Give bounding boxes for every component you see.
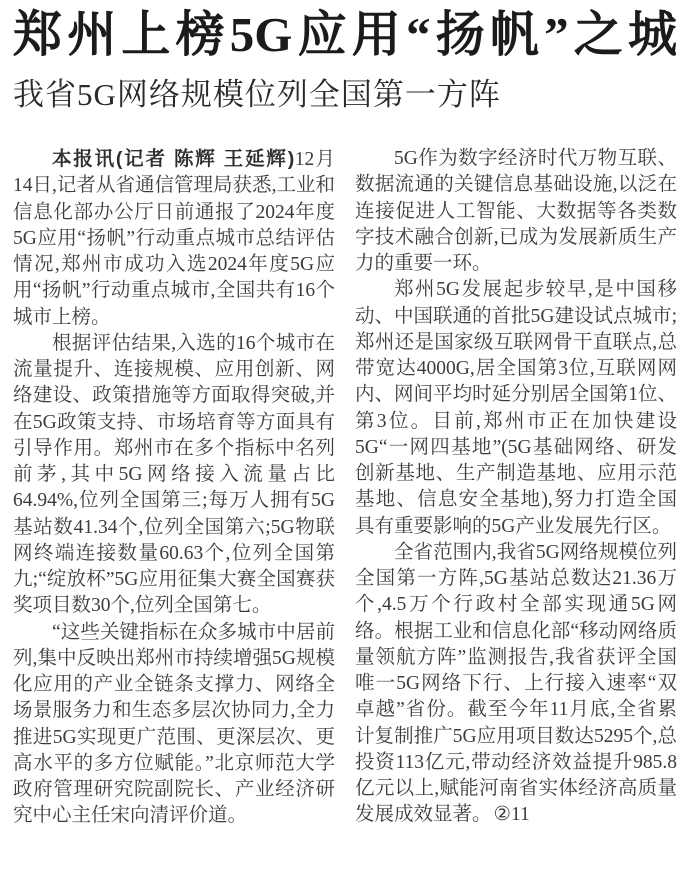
paragraph-6 xyxy=(355,540,677,829)
paragraph-2 xyxy=(13,331,335,620)
subheadline: 我省5G网络规模位列全国第一方阵 xyxy=(13,77,501,112)
paragraph-4 xyxy=(355,146,677,277)
paragraph-4-text: 5G作为数字经济时代万物互联、数据流通的关键信息基础设施,以泛在连接促进人工智能、大数据等各类数字技术融合创新,已成为发展新质生产力的重要一环。 xyxy=(355,148,677,274)
paragraph-3 xyxy=(13,620,335,830)
paragraph-5-text: 郑州5G发展起步较早,是中国移动、中国联通的首批5G建设试点城市;郑州还是国家级互联网骨干直联点,总带宽达4000G,居全国第3位,互联网网内、网间平均时延分别居全国第1位、第3位。目前,郑州市正在加快建设5G“一网四基地”(5G基础网络、研发创新基地、生产制造基地、应用示范基地、信息安全基地),努力打造全国具有重要影响的5G产业发展先行区。 xyxy=(355,279,677,537)
article-body xyxy=(13,146,677,830)
paragraph-3-text: “这些关键指标在众多城市中居前列,集中反映出郑州市持续增强5G规模化应用的产业全链条支撑力、网络全场景服务力和生态多层次协同力,全力推进5G实现更广范围、更深层次、更高水平的多方位赋能。”北京师范大学政府管理研究院副院长、产业经济研究中心主任宋向清评价道。 xyxy=(13,621,335,827)
headline: 郑州上榜5G应用“扬帆”之城 xyxy=(13,7,677,62)
paragraph-6-text: 全省范围内,我省5G网络规模位列全国第一方阵,5G基站总数达21.36万个,4.5万个行政村全部实现通5G网络。根据工业和信息化部“移动网络质量领航方阵”监测报告,我省获评全国唯一5G网络下行、上行接入速率“双卓越”省份。截至今年11月底,全省累计复制推广5G应用项目数达5295个,总投资113亿元,带动经济效益提升985.8亿元以上,赋能河南省实体经济高质量发展成效显著。 xyxy=(355,541,677,826)
paragraph-5 xyxy=(355,277,677,540)
column-right xyxy=(355,146,677,830)
issue-page-mark: ②11 xyxy=(493,804,530,826)
paragraph-2-text: 根据评估结果,入选的16个城市在流量提升、连接规模、应用创新、网络建设、政策措施等方面取得突破,并在5G政策支持、市场培育等方面具有引导作用。郑州市在多个指标中名列前茅,其中5G网络接入流量占比64.94%,位列全国第三;每万人拥有5G基站数41.34个,位列全国第六;5G物联网终端连接数量60.63个,位列全国第九;“绽放杯”5G应用征集大赛全国赛获奖项目数30个,位列全国第七。 xyxy=(13,332,335,617)
column-left xyxy=(13,146,335,830)
paragraph-1 xyxy=(13,146,335,331)
byline: 本报讯(记者 陈辉 王延辉) xyxy=(52,148,295,170)
paragraph-1-text: 12月14日,记者从省通信管理局获悉,工业和信息化部办公厅日前通报了2024年度5G应用“扬帆”行动重点城市总结评估情况,郑州市成功入选2024年度5G应用“扬帆”行动重点城市,全国共有16个城市上榜。 xyxy=(13,149,335,328)
